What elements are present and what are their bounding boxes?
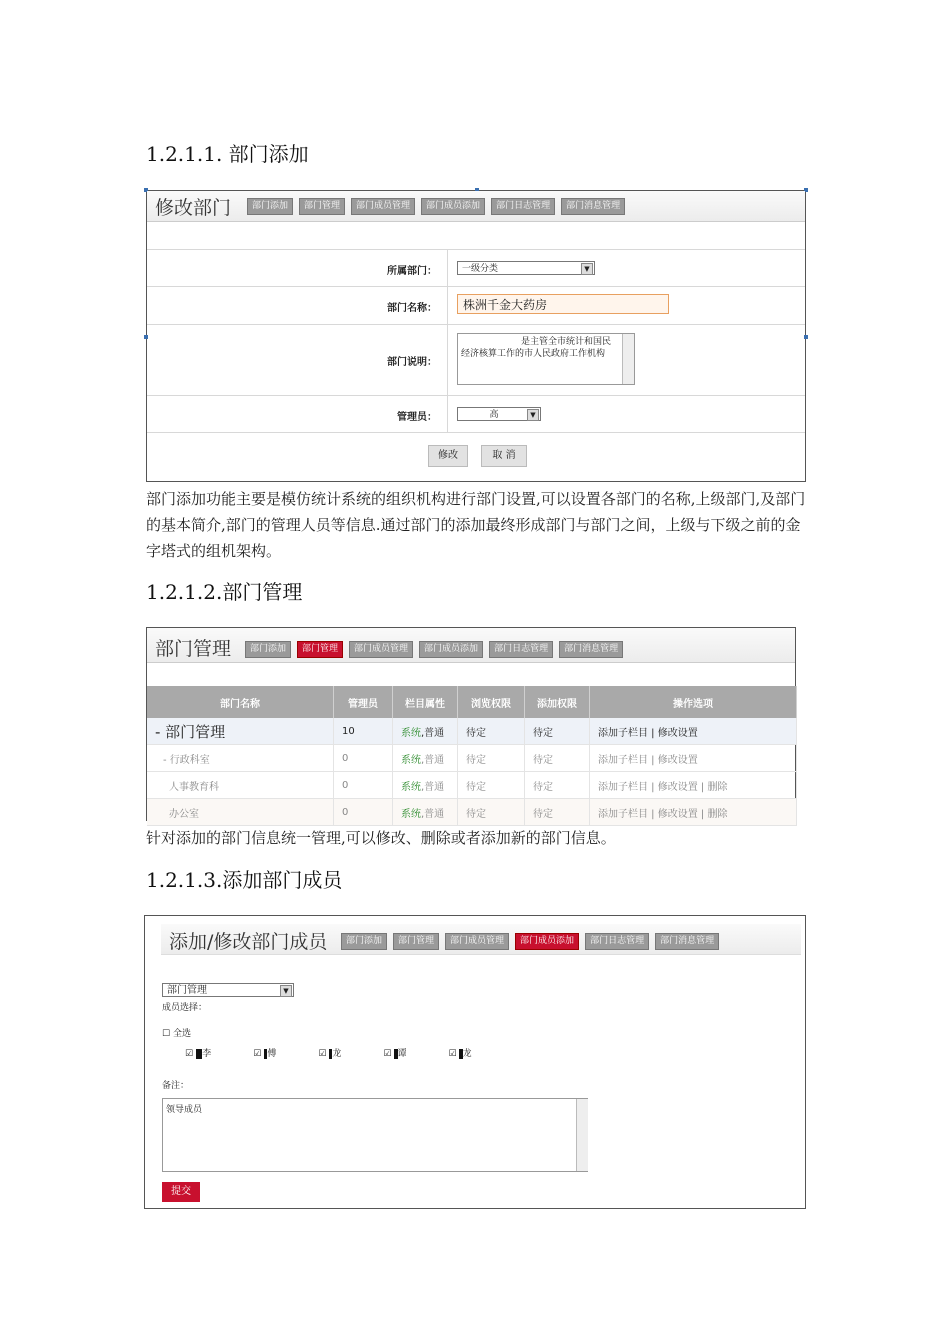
attr-normal: ,普通	[421, 781, 445, 793]
add-cell: 待定	[525, 718, 590, 745]
tab-member-manage[interactable]: 部门成员管理	[445, 933, 509, 950]
tab-member-add[interactable]: 部门成员添加	[421, 198, 485, 215]
view-cell: 待定	[458, 772, 525, 799]
tab-dept-add[interactable]: 部门添加	[247, 198, 293, 215]
dept-name-cell: 办公室	[147, 799, 334, 826]
tab-dept-manage[interactable]: 部门管理	[297, 641, 343, 658]
add-cell: 待定	[525, 799, 590, 826]
tab-dept-add[interactable]: 部门添加	[245, 641, 291, 658]
dept-select-value: 部门管理	[167, 985, 207, 996]
checkbox-icon[interactable]: ☐	[162, 1029, 171, 1039]
col-header: 操作选项	[590, 686, 797, 718]
member-select-label: 成员选择：	[162, 1003, 208, 1013]
view-cell: 待定	[458, 745, 525, 772]
submit-button[interactable]: 提交	[162, 1182, 200, 1202]
dropdown-arrow-icon[interactable]: ▼	[527, 409, 539, 421]
dept-desc-label: 部门说明：	[387, 357, 437, 368]
ops-cell[interactable]: 添加子栏目 | 修改设置	[590, 718, 797, 745]
ops-cell[interactable]: 添加子栏目 | 修改设置	[590, 745, 797, 772]
col-header: 管理员	[334, 686, 393, 718]
table-row[interactable]	[147, 745, 797, 772]
attr-cell	[393, 799, 458, 826]
tab-dept-add[interactable]: 部门添加	[341, 933, 387, 950]
member-name: 谭	[397, 1049, 407, 1059]
tab-member-add[interactable]: 部门成员添加	[515, 933, 579, 950]
select-all-label: 全选	[172, 1029, 191, 1039]
edit-department-screenshot	[146, 190, 806, 482]
dept-manage-screenshot	[146, 627, 796, 821]
select-all-row[interactable]	[162, 1026, 191, 1039]
member-checkbox-list	[185, 1046, 472, 1059]
add-cell: 待定	[525, 772, 590, 799]
submit-button[interactable]: 修改	[428, 445, 468, 467]
dept-desc-textarea[interactable]: 是主管全市统计和国民经济核算工作的市人民政府工作机构	[457, 333, 635, 385]
admin-label: 管理员：	[397, 412, 437, 423]
tab-bar	[247, 198, 625, 215]
form-title: 修改部门	[155, 197, 232, 219]
dropdown-arrow-icon[interactable]: ▼	[280, 985, 292, 997]
grid-title: 部门管理	[155, 638, 232, 660]
tab-message-manage[interactable]: 部门消息管理	[561, 198, 625, 215]
attr-system: 系统	[401, 754, 421, 766]
attr-cell	[393, 772, 458, 799]
parent-dept-value: 一级分类	[462, 264, 499, 274]
attr-normal: ,普通	[421, 727, 445, 739]
col-header: 栏目属性	[393, 686, 458, 718]
member-name: 傅	[267, 1049, 277, 1059]
ops-cell[interactable]: 添加子栏目 | 修改设置 | 删除	[590, 799, 797, 826]
tab-member-manage[interactable]: 部门成员管理	[351, 198, 415, 215]
attr-system: 系统	[401, 727, 421, 739]
admin-cell: 0	[334, 772, 393, 799]
dept-name-input[interactable]: 株洲千金大药房	[457, 294, 669, 314]
note-label: 备注：	[162, 1081, 190, 1091]
member-name: 龙	[462, 1049, 472, 1059]
member-name: 龙	[332, 1049, 342, 1059]
add-cell: 待定	[525, 745, 590, 772]
dept-table	[147, 686, 797, 826]
tab-member-manage[interactable]: 部门成员管理	[349, 641, 413, 658]
admin-select[interactable]	[457, 407, 541, 421]
attr-system: 系统	[401, 808, 421, 820]
attr-normal: ,普通	[421, 754, 445, 766]
cancel-button[interactable]: 取 消	[481, 445, 527, 467]
tab-log-manage[interactable]: 部门日志管理	[489, 641, 553, 658]
member-add-screenshot	[144, 915, 806, 1209]
dept-select[interactable]	[162, 983, 294, 997]
section-heading-1: 1.2.1.1. 部门添加	[146, 142, 309, 166]
member-name: 李	[202, 1049, 212, 1059]
tab-message-manage[interactable]: 部门消息管理	[655, 933, 719, 950]
table-row[interactable]	[147, 799, 797, 826]
member-checkbox[interactable]: ☑ 龙	[318, 1049, 342, 1059]
scrollbar[interactable]	[622, 334, 634, 384]
tab-log-manage[interactable]: 部门日志管理	[585, 933, 649, 950]
table-header-row	[147, 686, 797, 718]
member-checkbox[interactable]: ☑ 傅	[253, 1049, 277, 1059]
members-title: 添加/修改部门成员	[169, 931, 328, 953]
member-checkbox[interactable]: ☑ 谭	[383, 1049, 407, 1059]
tab-log-manage[interactable]: 部门日志管理	[491, 198, 555, 215]
tab-member-add[interactable]: 部门成员添加	[419, 641, 483, 658]
note-textarea[interactable]: 领导成员	[162, 1098, 588, 1172]
section-heading-3: 1.2.1.3.添加部门成员	[146, 868, 343, 892]
dept-name-cell: 人事教育科	[147, 772, 334, 799]
attr-cell	[393, 745, 458, 772]
view-cell: 待定	[458, 718, 525, 745]
member-checkbox[interactable]: ☑ 龙	[448, 1049, 472, 1059]
dept-name-cell: - 部门管理	[147, 718, 334, 745]
attr-cell	[393, 718, 458, 745]
dropdown-arrow-icon[interactable]: ▼	[581, 263, 593, 275]
attr-normal: ,普通	[421, 808, 445, 820]
ops-cell[interactable]: 添加子栏目 | 修改设置 | 删除	[590, 772, 797, 799]
dept-name-cell: - 行政科室	[147, 745, 334, 772]
tab-dept-manage[interactable]: 部门管理	[299, 198, 345, 215]
admin-value: 高	[489, 410, 499, 420]
member-checkbox[interactable]: ☑ 李	[185, 1049, 212, 1059]
table-row[interactable]	[147, 718, 797, 745]
view-cell: 待定	[458, 799, 525, 826]
admin-cell: 0	[334, 745, 393, 772]
section-heading-2: 1.2.1.2.部门管理	[146, 580, 303, 604]
admin-cell: 10	[334, 718, 393, 745]
parent-dept-select[interactable]	[457, 261, 595, 275]
col-header: 部门名称	[147, 686, 334, 718]
tab-bar	[245, 641, 623, 658]
table-row[interactable]	[147, 772, 797, 799]
dept-name-label: 部门名称：	[387, 303, 437, 314]
tab-bar	[341, 933, 719, 950]
parent-dept-label: 所属部门：	[387, 266, 437, 277]
col-header: 浏览权限	[458, 686, 525, 718]
section-paragraph-2: 针对添加的部门信息统一管理,可以修改、删除或者添加新的部门信息。	[146, 829, 616, 847]
admin-cell: 0	[334, 799, 393, 826]
attr-system: 系统	[401, 781, 421, 793]
tab-dept-manage[interactable]: 部门管理	[393, 933, 439, 950]
scrollbar[interactable]	[576, 1099, 588, 1171]
tab-message-manage[interactable]: 部门消息管理	[559, 641, 623, 658]
section-paragraph-1: 部门添加功能主要是模仿统计系统的组织机构进行部门设置,可以设置各部门的名称,上级部门,及部门的基本简介,部门的管理人员等信息.通过部门的添加最终形成部门与部门之间，上级与下级之前的金字塔式的组机架构。	[146, 490, 806, 560]
col-header: 添加权限	[525, 686, 590, 718]
